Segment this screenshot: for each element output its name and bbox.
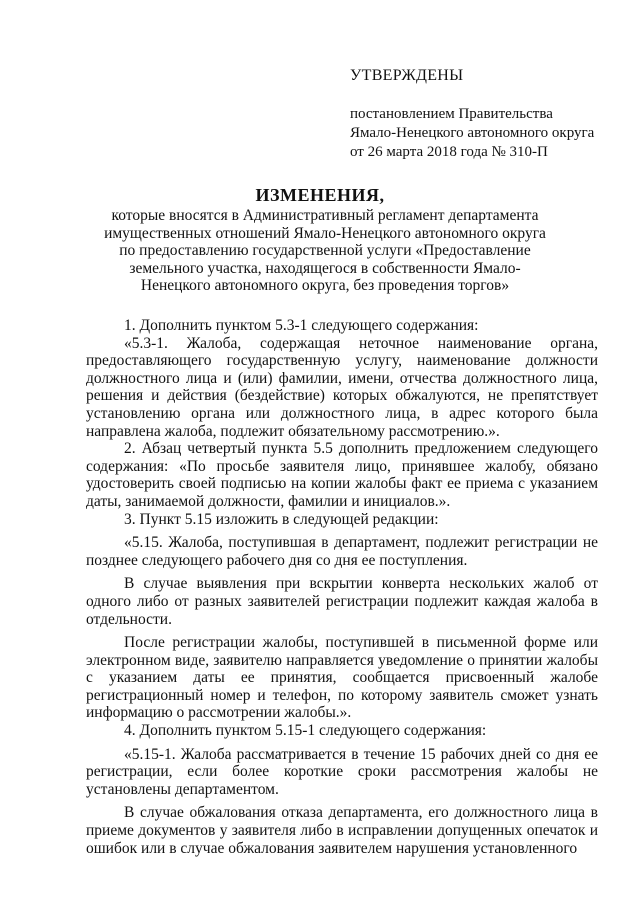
paragraph-item-3: 3. Пункт 5.15 изложить в следующей редакции: [124, 510, 439, 528]
paragraph-appeal: В случае обжалования отказа департамента, его должностного лица в приеме документов у заявителя либо в исправлении допущенных опечаток и ошибок или в случае обжалования заявителем нарушения установленного [86, 804, 598, 857]
approval-block [350, 66, 600, 162]
paragraph-registration: После регистрации жалобы, поступившей в письменной форме или электронном виде, заявителю направляется уведомление о принятии жалобы с указанием даты ее принятия, сообщается присвоенный жалобе регистрационный номер и телефон, по которому заявитель сможет узнать информацию о рассмотрении жалобы.». [86, 634, 598, 722]
approval-line-2: Ямало-Ненецкого автономного округа [350, 125, 595, 141]
paragraph-quote-5-3-1: «5.3-1. Жалоба, содержащая неточное наименование органа, предоставляющего государственную услугу, наименование должности должностного лица и (или) фамилии, имени, отчества должностного лица, решения и действия (бездействие) которых обжалуются, не препятствует установлению органа или должностного лица, в адрес которого была направлена жалоба, подлежит обязательному рассмотрению.». [86, 334, 598, 440]
document-subtitle: которые вносятся в Административный регламент департамента имущественных отношений Ямало-Ненецкого автономного округа по предоставлению государственной услуги «Предоставление земельного участка, находящегося в собственности Ямало-Ненецкого автономного округа, без проведения торгов» [104, 207, 546, 294]
paragraph-envelope: В случае выявления при вскрытии конверта нескольких жалоб от одного либо от разных заявителей регистрации подлежит каждая жалоба в отдельности. [86, 575, 598, 628]
approval-heading: УТВЕРЖДЕНЫ [350, 67, 464, 84]
paragraph-quote-5-15-1: «5.15-1. Жалоба рассматривается в течение 15 рабочих дней со дня ее регистрации, если более короткие сроки рассмотрения жалобы не установлены департаментом. [86, 745, 598, 798]
approval-line-3: от 26 марта 2018 года № 310-П [350, 144, 548, 160]
paragraph-item-4: 4. Дополнить пунктом 5.15-1 следующего содержания: [124, 722, 487, 740]
document-title: ИЗМЕНЕНИЯ, [255, 185, 385, 205]
document-body [86, 317, 598, 857]
paragraph-item-1: 1. Дополнить пунктом 5.3-1 следующего содержания: [124, 317, 479, 334]
paragraph-item-2: 2. Абзац четвертый пункта 5.5 дополнить предложением следующего содержания: «По просьбе заявителя лицо, принявшее жалобу, обязано удостоверить своей подписью на копии жалобы факт ее приема с указанием даты, занимаемой должности, фамилии и инициалов.». [86, 440, 598, 510]
paragraph-quote-5-15: «5.15. Жалоба, поступившая в департамент, подлежит регистрации не позднее следующего рабочего дня со дня ее поступления. [86, 534, 598, 569]
approval-line-1: постановлением Правительства [350, 106, 553, 122]
